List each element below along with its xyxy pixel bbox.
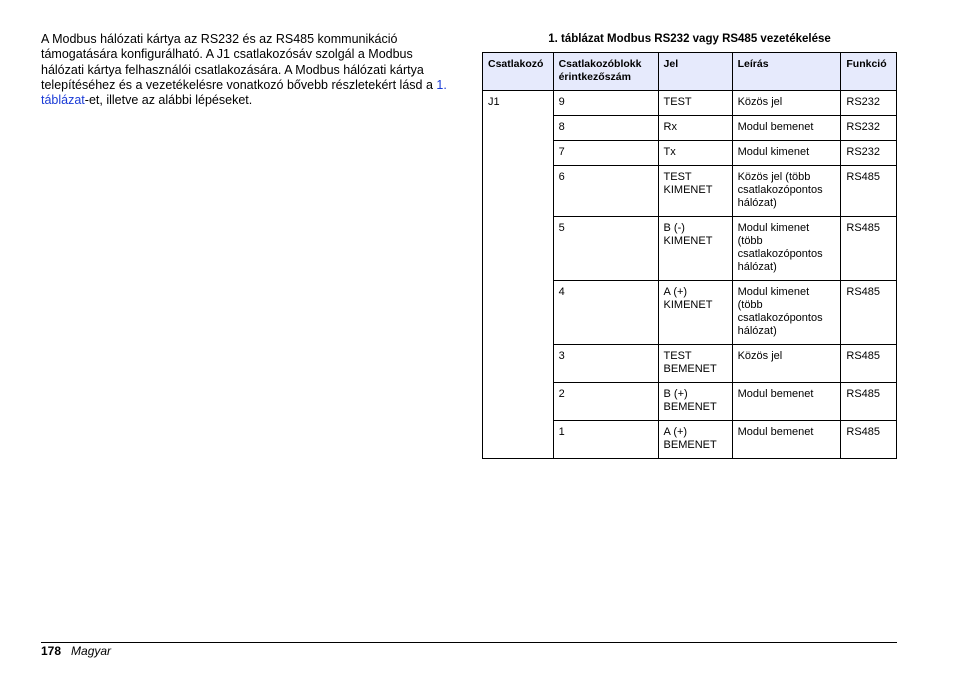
description-cell: Modul kimenet [732,141,841,166]
function-cell: RS232 [841,141,897,166]
signal-cell: Tx [658,141,732,166]
pin-cell: 4 [553,281,658,345]
pin-cell: 6 [553,166,658,217]
signal-cell: B (-) KIMENET [658,217,732,281]
function-cell: RS485 [841,217,897,281]
pin-cell: 5 [553,217,658,281]
function-cell: RS232 [841,116,897,141]
table-title: 1. táblázat Modbus RS232 vagy RS485 vezetékelése [548,33,831,45]
description-cell: Modul kimenet (több csatlakozópontos hálózat) [732,281,841,345]
function-cell: RS485 [841,421,897,459]
function-cell: RS232 [841,91,897,116]
pin-cell: 7 [553,141,658,166]
pin-cell: 1 [553,421,658,459]
signal-cell: A (+) KIMENET [658,281,732,345]
header-connector: Csatlakozó [483,53,554,91]
header-pin: Csatlakozóblokk érintkezőszám [553,53,658,91]
signal-cell: A (+) BEMENET [658,421,732,459]
function-cell: RS485 [841,281,897,345]
function-cell: RS485 [841,345,897,383]
header-signal: Jel [658,53,732,91]
table-reference-link[interactable]: 1. táblázat [41,77,447,108]
signal-cell: TEST BEMENET [658,345,732,383]
description-cell: Közös jel [732,345,841,383]
header-description: Leírás [732,53,841,91]
description-cell: Modul bemenet [732,421,841,459]
signal-cell: TEST KIMENET [658,166,732,217]
table-header-row [483,53,897,91]
description-cell: Modul bemenet [732,116,841,141]
header-function: Funkció [841,53,897,91]
signal-cell: B (+) BEMENET [658,383,732,421]
page-number: 178 [41,644,62,658]
footer-language: Magyar [71,644,112,658]
description-cell: Modul bemenet [732,383,841,421]
pin-cell: 8 [553,116,658,141]
signal-cell: Rx [658,116,732,141]
wiring-table [482,52,897,459]
footer-divider [41,642,897,643]
function-cell: RS485 [841,166,897,217]
function-cell: RS485 [841,383,897,421]
pin-cell: 3 [553,345,658,383]
connector-cell: J1 [483,91,554,459]
intro-paragraph [41,32,451,108]
intro-text-end: -et, illetve az alábbi lépéseket. [84,93,253,108]
intro-text: A Modbus hálózati kártya az RS232 és az RS485 kommunikáció támogatására konfigurálható. A J1 csatlakozósáv szolgál a Modbus hálózati kártya felhasználói csatlakozására. A Modbus hálózati kártya telepítéséhez és a vezetékelésre vonatkozó bővebb részletekért lásd a [41,32,437,92]
description-cell: Modul kimenet (több csatlakozópontos hálózat) [732,217,841,281]
description-cell: Közös jel (több csatlakozópontos hálózat) [732,166,841,217]
pin-cell: 9 [553,91,658,116]
page-footer [41,644,111,658]
description-cell: Közös jel [732,91,841,116]
pin-cell: 2 [553,383,658,421]
signal-cell: TEST [658,91,732,116]
table-row [483,91,897,116]
